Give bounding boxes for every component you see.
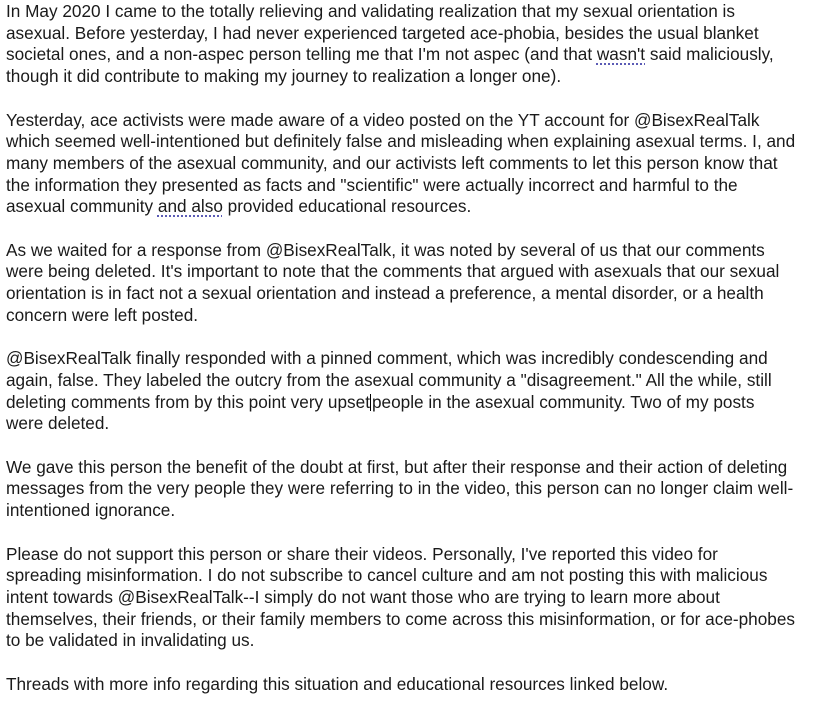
paragraph-p6[interactable] [6,544,796,653]
paragraph-p1[interactable] [6,1,796,88]
paragraph-p7[interactable] [6,674,796,696]
text-editor-body[interactable] [6,1,796,695]
paragraph-p5[interactable] [6,457,796,522]
text-run: In May 2020 I came to the totally relieving and validating realization that my sexual orientation is asexual. Before yesterday, I had never experienced targeted ace-phobia, besides the usual blanket societal ones, and a non-aspec person telling me that I'm not aspec (and that [6,1,759,65]
text-run: Please do not support this person or share their videos. Personally, I've reported this video for spreading misinformation. I do not subscribe to cancel culture and am not posting this with malicious intent towards @BisexRealTalk--I simply do not want those who are trying to learn more about themselves, their friends, or their family members to come across this misinformation, or for ace-phobes to be validated in invalidating us. [6,543,796,651]
grammar-suggestion-underline[interactable]: and also [157,196,223,217]
text-run: Threads with more info regarding this situation and educational resources linked below. [6,673,669,694]
text-run: said maliciously, though it did contribute to making my journey to realization a longer one). [6,44,774,87]
text-run: people in the asexual community. Two of my posts were deleted. [6,391,755,434]
paragraph-p2[interactable] [6,110,796,219]
text-run: provided educational resources. [222,196,472,217]
text-run: Yesterday, ace activists were made aware of a video posted on the YT account for @BisexRealTalk which seemed well-intentioned but definitely false and misleading when explaining asexual terms. I, and many members of the asexual community, and our activists left comments to let this person know that the information they presented as facts and "scientific" were actually incorrect and harmful to the asexual community [6,109,796,217]
text-run: As we waited for a response from @BisexRealTalk, it was noted by several of us that our comments were being deleted. It's important to note that the comments that argued with asexuals that our sexual orientation is in fact not a sexual orientation and instead a preference, a mental disorder, or a health concern were left posted. [6,239,780,325]
paragraph-p3[interactable] [6,240,796,327]
grammar-suggestion-underline[interactable]: wasn't [596,44,646,65]
text-run: We gave this person the benefit of the doubt at first, but after their response and their action of deleting messages from the very people they were referring to in the video, this person can no longer claim well-intentioned ignorance. [6,456,794,521]
paragraph-p4[interactable] [6,348,796,435]
text-run: @BisexRealTalk finally responded with a pinned comment, which was incredibly condescending and again, false. They labeled the outcry from the asexual community a "disagreement." All the while, still deleting comments from by this point very upset [6,348,772,412]
